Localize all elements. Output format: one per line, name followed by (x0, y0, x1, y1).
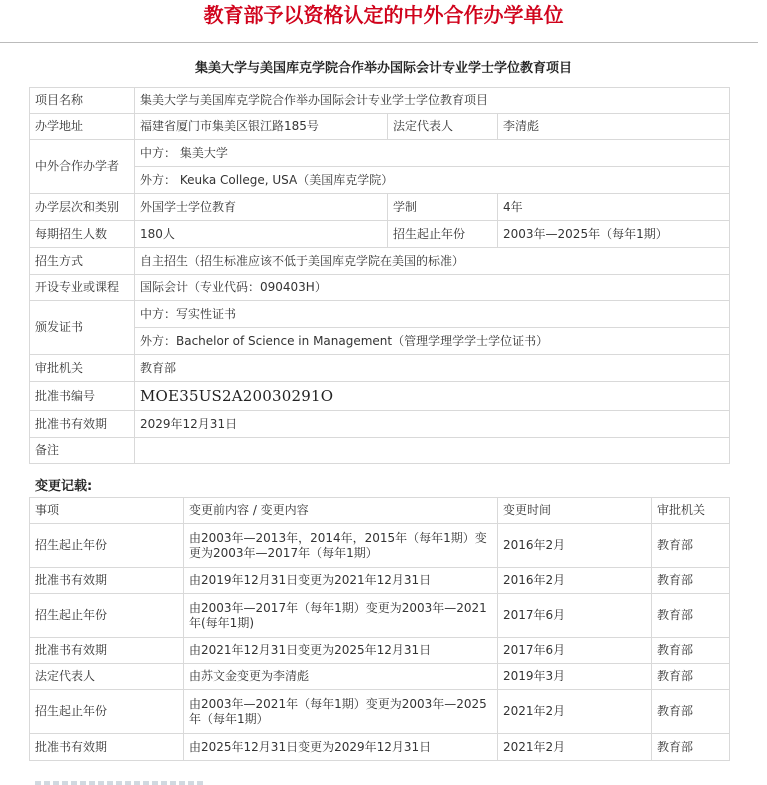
info-row-approval-no (30, 382, 730, 411)
approval-no-label: 批准书编号 (30, 382, 135, 411)
major-label: 开设专业或课程 (30, 275, 135, 301)
info-row-address (30, 114, 730, 140)
certificate-label: 颁发证书 (30, 301, 135, 355)
info-row-level (30, 194, 730, 221)
change-item: 招生起止年份 (30, 594, 184, 638)
table-row (30, 524, 730, 568)
change-time: 2016年2月 (498, 524, 652, 568)
change-time: 2019年3月 (498, 664, 652, 690)
change-content: 由2019年12月31日变更为2021年12月31日 (184, 568, 498, 594)
change-time: 2021年2月 (498, 690, 652, 734)
remarks-label: 备注 (30, 438, 135, 464)
legal-rep-label: 法定代表人 (388, 114, 498, 140)
info-row-method (30, 248, 730, 275)
changes-section-label: 变更记载: (35, 479, 93, 494)
enrollment-value: 180人 (135, 221, 388, 248)
change-time: 2017年6月 (498, 638, 652, 664)
change-authority: 教育部 (652, 594, 730, 638)
project-name-value: 集美大学与美国库克学院合作举办国际会计专业学士学位教育项目 (135, 88, 730, 114)
page-title: 教育部予以资格认定的中外合作办学单位 (203, 3, 564, 27)
table-row (30, 664, 730, 690)
table-row (30, 568, 730, 594)
cut-off-link-text[interactable] (35, 781, 205, 785)
change-authority: 教育部 (652, 638, 730, 664)
change-content: 由2021年12月31日变更为2025年12月31日 (184, 638, 498, 664)
method-value: 自主招生（招生标准应该不低于美国库克学院在美国的标准） (135, 248, 730, 275)
duration-label: 学制 (388, 194, 498, 221)
change-authority: 教育部 (652, 524, 730, 568)
address-label: 办学地址 (30, 114, 135, 140)
change-authority: 教育部 (652, 734, 730, 761)
partner-foreign: 外方： Keuka College, USA（美国库克学院） (135, 167, 730, 194)
project-info-table (29, 87, 730, 464)
column-header-content: 变更前内容 / 变更内容 (184, 498, 498, 524)
change-authority: 教育部 (652, 664, 730, 690)
change-item: 批准书有效期 (30, 638, 184, 664)
change-item: 招生起止年份 (30, 524, 184, 568)
column-header-authority: 审批机关 (652, 498, 730, 524)
duration-value: 4年 (498, 194, 730, 221)
period-value: 2003年—2025年（每年1期） (498, 221, 730, 248)
change-authority: 教育部 (652, 568, 730, 594)
certificate-cn: 中方：写实性证书 (135, 301, 730, 328)
partners-label: 中外合作办学者 (30, 140, 135, 194)
info-row-partner-cn (30, 140, 730, 167)
info-row-major (30, 275, 730, 301)
table-row (30, 734, 730, 761)
validity-label: 批准书有效期 (30, 411, 135, 438)
change-item: 法定代表人 (30, 664, 184, 690)
info-row-partner-foreign (30, 167, 730, 194)
enrollment-label: 每期招生人数 (30, 221, 135, 248)
change-content: 由2003年—2017年（每年1期）变更为2003年—2021年(每年1期) (184, 594, 498, 638)
column-header-item: 事项 (30, 498, 184, 524)
method-label: 招生方式 (30, 248, 135, 275)
authority-label: 审批机关 (30, 355, 135, 382)
address-value: 福建省厦门市集美区银江路185号 (135, 114, 388, 140)
title-divider (0, 42, 758, 43)
info-row-project-name (30, 88, 730, 114)
project-heading: 集美大学与美国库克学院合作举办国际会计专业学士学位教育项目 (194, 61, 572, 76)
approval-no-value: MOE35US2A20030291O (135, 382, 730, 411)
change-item: 招生起止年份 (30, 690, 184, 734)
major-value: 国际会计（专业代码：090403H） (135, 275, 730, 301)
table-row (30, 690, 730, 734)
change-item: 批准书有效期 (30, 734, 184, 761)
level-value: 外国学士学位教育 (135, 194, 388, 221)
info-row-enrollment (30, 221, 730, 248)
change-content: 由2003年—2021年（每年1期）变更为2003年—2025年（每年1期） (184, 690, 498, 734)
changes-table (29, 497, 730, 761)
info-row-certificate-cn (30, 301, 730, 328)
validity-value: 2029年12月31日 (135, 411, 730, 438)
authority-value: 教育部 (135, 355, 730, 382)
certificate-foreign: 外方：Bachelor of Science in Management（管理学理学学士学位证书） (135, 328, 730, 355)
info-row-certificate-foreign (30, 328, 730, 355)
info-row-remarks (30, 438, 730, 464)
change-authority: 教育部 (652, 690, 730, 734)
info-row-authority (30, 355, 730, 382)
level-label: 办学层次和类别 (30, 194, 135, 221)
change-time: 2021年2月 (498, 734, 652, 761)
info-row-validity (30, 411, 730, 438)
table-row (30, 638, 730, 664)
change-item: 批准书有效期 (30, 568, 184, 594)
table-row (30, 594, 730, 638)
period-label: 招生起止年份 (388, 221, 498, 248)
column-header-time: 变更时间 (498, 498, 652, 524)
project-name-label: 项目名称 (30, 88, 135, 114)
change-time: 2016年2月 (498, 568, 652, 594)
partner-cn: 中方： 集美大学 (135, 140, 730, 167)
legal-rep-value: 李清彪 (498, 114, 730, 140)
change-content: 由2025年12月31日变更为2029年12月31日 (184, 734, 498, 761)
changes-header-row (30, 498, 730, 524)
change-content: 由苏文金变更为李清彪 (184, 664, 498, 690)
change-content: 由2003年—2013年，2014年，2015年（每年1期）变更为2003年—2017年（每年1期） (184, 524, 498, 568)
remarks-value (135, 438, 730, 464)
change-time: 2017年6月 (498, 594, 652, 638)
